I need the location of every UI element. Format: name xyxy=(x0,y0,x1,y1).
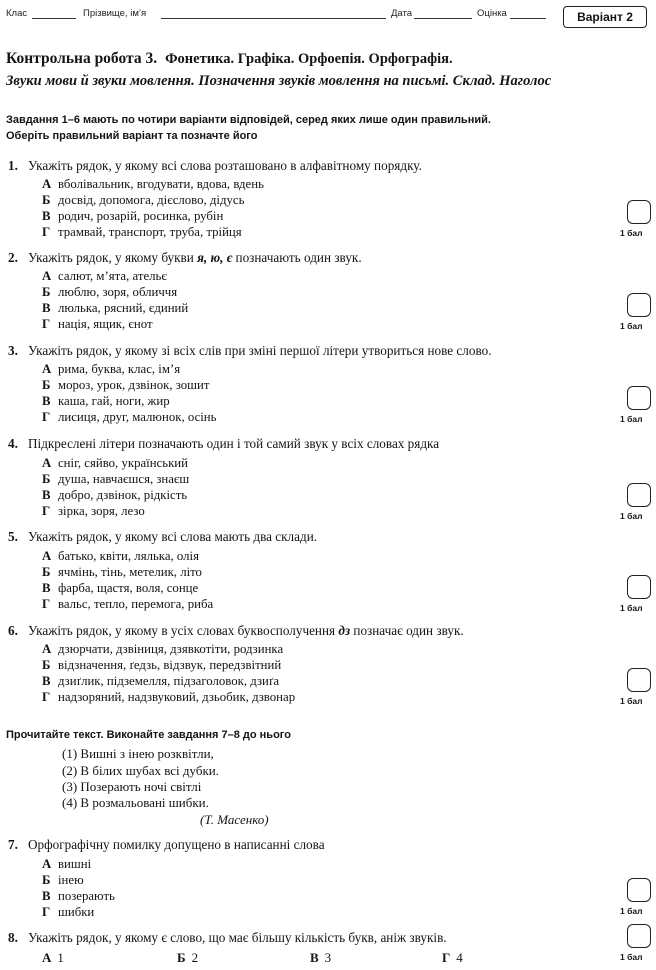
grade-label: Оцінка xyxy=(477,8,507,19)
q7-option-b[interactable]: Б інею xyxy=(42,873,84,887)
q8-option-b[interactable]: Б 2 xyxy=(177,950,199,965)
q1-answer-box[interactable] xyxy=(627,200,651,224)
q3-option-d[interactable]: Г лисиця, друг, малюнок, осінь xyxy=(42,410,217,424)
poem-line-1: (1) Вишні з інею розквітли, xyxy=(62,746,214,761)
q8-points: 1 бал xyxy=(620,952,643,962)
q4-option-d[interactable]: Г зірка, зоря, лезо xyxy=(42,504,145,518)
grade-field[interactable] xyxy=(510,8,546,19)
q3-option-b[interactable]: Б мороз, урок, дзвінок, зошит xyxy=(42,378,210,392)
q7-option-c[interactable]: В позерають xyxy=(42,889,115,903)
poem-line-2: (2) В білих шубах всі дубки. xyxy=(62,763,219,778)
variant-badge: Варіант 2 xyxy=(563,6,647,28)
q3-option-a[interactable]: А рима, буква, клас, ім’я xyxy=(42,362,181,376)
q5-option-d[interactable]: Г вальс, тепло, перемога, риба xyxy=(42,597,214,611)
instructions-line-2: Оберіть правильний варіант та позначте його xyxy=(6,130,258,142)
q8-option-c[interactable]: В 3 xyxy=(310,950,332,965)
question-2: 2. Укажіть рядок, у якому букви я, ю, є позначають один звук. xyxy=(8,250,362,265)
q1-option-b[interactable]: Б досвід, допомога, дієслово, дідусь xyxy=(42,193,245,207)
q5-option-b[interactable]: Б ячмінь, тінь, метелик, літо xyxy=(42,565,202,579)
question-5: 5. Укажіть рядок, у якому всі слова мають два склади. xyxy=(8,529,318,544)
q4-option-a[interactable]: А сніг, сяйво, український xyxy=(42,456,188,470)
q6-option-c[interactable]: В дзиґлик, підземелля, підзаголовок, дзиґа xyxy=(42,674,280,688)
q5-option-a[interactable]: А батько, квіти, лялька, олія xyxy=(42,549,199,563)
question-7: 7. Орфографічну помилку допущено в написанні слова xyxy=(8,837,325,852)
q4-answer-box[interactable] xyxy=(627,483,651,507)
page-subtitle: Звуки мови й звуки мовлення. Позначення звуків мовлення на письмі. Склад. Наголос xyxy=(6,73,552,89)
q7-option-d[interactable]: Г шибки xyxy=(42,905,95,919)
question-4: 4. Підкреслені літери позначають один і той самий звук у всіх словах рядка xyxy=(8,436,440,451)
q2-option-a[interactable]: А салют, м’ята, ательє xyxy=(42,269,167,283)
q1-option-d[interactable]: Г трамвай, транспорт, труба, трійця xyxy=(42,225,242,239)
q7-answer-box[interactable] xyxy=(627,878,651,902)
question-8: 8. Укажіть рядок, у якому є слово, що має більшу кількість букв, аніж звуків. xyxy=(8,930,447,945)
q8-answer-box[interactable] xyxy=(627,924,651,948)
q1-points: 1 бал xyxy=(620,228,643,238)
q2-option-b[interactable]: Б люблю, зоря, обличчя xyxy=(42,285,178,299)
q2-points: 1 бал xyxy=(620,321,643,331)
question-6: 6. Укажіть рядок, у якому в усіх словах буквосполучення дз позначає один звук. xyxy=(8,623,464,638)
question-3: 3. Укажіть рядок, у якому зі всіх слів при зміні першої літери утвориться нове слово. xyxy=(8,343,492,358)
poem-line-4: (4) В розмальовані шибки. xyxy=(62,795,209,810)
q3-answer-box[interactable] xyxy=(627,386,651,410)
question-1: 1. Укажіть рядок, у якому всі слова розташовано в алфавітному порядку. xyxy=(8,158,422,173)
q6-option-d[interactable]: Г надзоряний, надзвуковий, дзьобик, дзвонар xyxy=(42,690,296,704)
name-label: Прізвище, ім’я xyxy=(83,8,147,19)
date-label: Дата xyxy=(391,8,413,19)
q3-option-c[interactable]: В каша, гай, ноги, жир xyxy=(42,394,170,408)
page-title xyxy=(6,50,651,68)
q1-option-a[interactable]: А вболівальник, вгодувати, вдова, вдень xyxy=(42,177,264,191)
q8-option-d[interactable]: Г 4 xyxy=(442,950,463,965)
q4-option-b[interactable]: Б душа, навчаєшся, знаєш xyxy=(42,472,190,486)
q7-option-a[interactable]: А вишні xyxy=(42,857,92,871)
instructions-line-1: Завдання 1–6 мають по чотири варіанти відповідей, серед яких лише один правильний. xyxy=(6,114,491,126)
q6-answer-box[interactable] xyxy=(627,668,651,692)
q1-option-c[interactable]: В родич, розарій, росинка, рубін xyxy=(42,209,224,223)
date-field[interactable] xyxy=(414,8,472,19)
q6-option-a[interactable]: А дзюрчати, дзвіниця, дзявкотіти, родзинка xyxy=(42,642,284,656)
q5-option-c[interactable]: В фарба, щастя, воля, сонце xyxy=(42,581,199,595)
q2-option-c[interactable]: В люлька, рясний, єдиний xyxy=(42,301,189,315)
text-intro: Прочитайте текст. Виконайте завдання 7–8 до нього xyxy=(6,729,291,741)
q5-answer-box[interactable] xyxy=(627,575,651,599)
class-field[interactable] xyxy=(32,8,76,19)
q4-option-c[interactable]: В добро, дзвінок, рідкість xyxy=(42,488,188,502)
q2-answer-box[interactable] xyxy=(627,293,651,317)
q2-option-d[interactable]: Г нація, ящик, єнот xyxy=(42,317,153,331)
q7-points: 1 бал xyxy=(620,906,643,916)
q6-option-b[interactable]: Б відзначення, ґедзь, відзвук, передзвітний xyxy=(42,658,282,672)
q6-points: 1 бал xyxy=(620,696,643,706)
q8-option-a[interactable]: А 1 xyxy=(42,950,64,965)
poem-author: (Т. Масенко) xyxy=(200,812,269,827)
poem-line-3: (3) Позерають ночі світлі xyxy=(62,779,202,794)
q3-points: 1 бал xyxy=(620,414,643,424)
title-main: Контрольна робота 3. xyxy=(6,50,158,67)
q5-points: 1 бал xyxy=(620,603,643,613)
title-topics: Фонетика. Графіка. Орфоепія. Орфографія. xyxy=(165,51,453,67)
name-field[interactable] xyxy=(161,8,386,19)
q4-points: 1 бал xyxy=(620,511,643,521)
class-label: Клас xyxy=(6,8,28,19)
